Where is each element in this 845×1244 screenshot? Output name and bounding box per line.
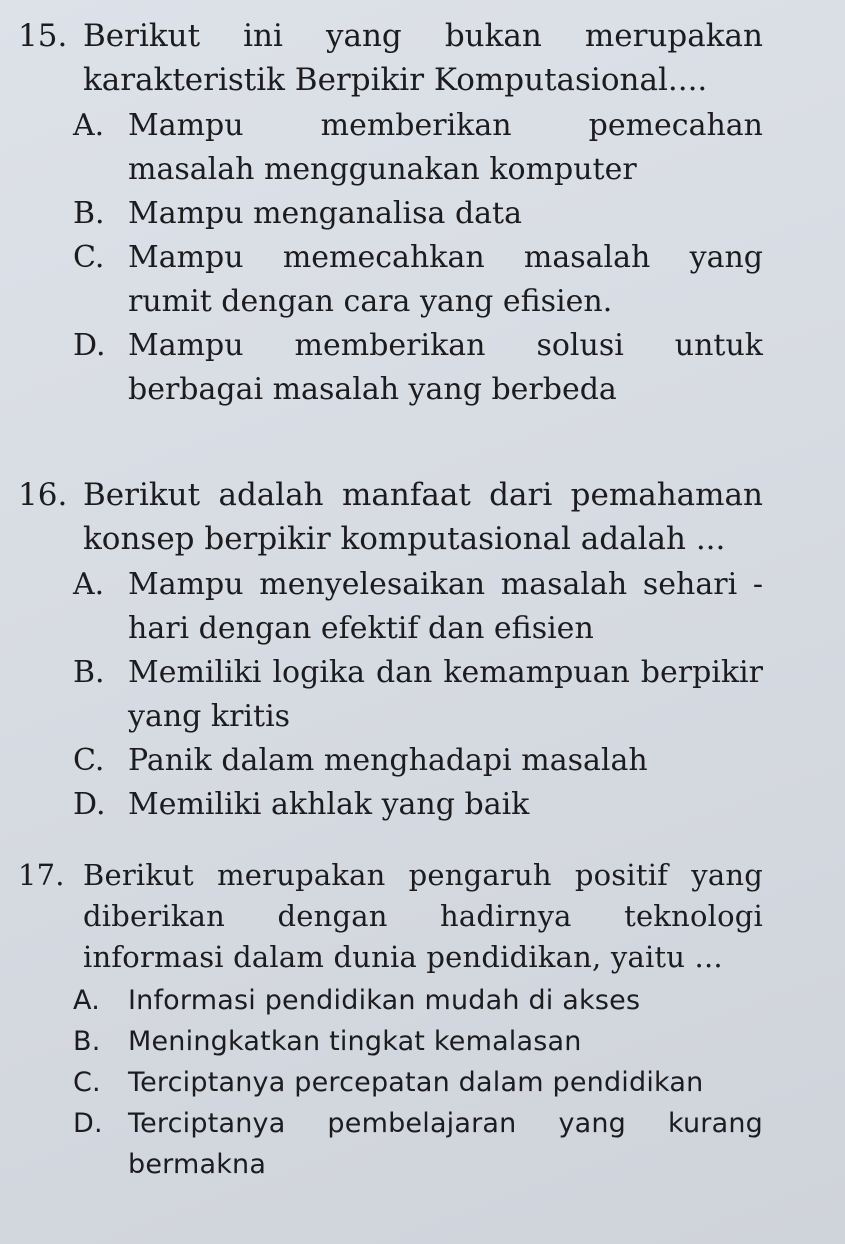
option-a[interactable] [18, 563, 763, 651]
question-16 [18, 473, 763, 827]
option-letter: C. [73, 743, 105, 778]
option-letter: A. [73, 567, 105, 602]
option-c[interactable] [18, 236, 763, 324]
option-text: Panik dalam menghadapi masalah [128, 743, 648, 778]
option-letter: B. [73, 655, 105, 690]
option-d[interactable] [18, 324, 763, 412]
question-text: Berikut adalah manfaat dari pemahaman konsep berpikir komputasional adalah ... [83, 477, 763, 557]
option-c[interactable] [18, 1062, 763, 1103]
option-text: Terciptanya percepatan dalam pendidikan [128, 1067, 704, 1098]
question-stem [18, 473, 763, 561]
question-text: Berikut merupakan pengaruh positif yang diberikan dengan hadirnya teknologi informasi dalam dunia pendidikan, yaitu ... [83, 858, 763, 974]
option-letter: C. [73, 1067, 101, 1098]
question-number: 17. [18, 858, 65, 892]
question-17 [18, 855, 763, 1185]
option-text: Memiliki akhlak yang baik [128, 787, 530, 822]
option-letter: B. [73, 1026, 101, 1057]
option-text: Mampu menganalisa data [128, 196, 522, 231]
option-letter: A. [73, 985, 100, 1016]
option-b[interactable] [18, 651, 763, 739]
option-list [18, 980, 763, 1185]
option-list [18, 563, 763, 827]
option-d[interactable] [18, 1103, 763, 1185]
option-a[interactable] [18, 104, 763, 192]
question-number: 15. [18, 18, 68, 54]
option-text: Mampu menyelesaikan masalah sehari - hari dengan efektif dan efisien [128, 567, 763, 646]
option-b[interactable] [18, 192, 763, 236]
option-letter: D. [73, 787, 106, 822]
question-stem [18, 855, 763, 978]
option-letter: B. [73, 196, 105, 231]
option-c[interactable] [18, 739, 763, 783]
question-15 [18, 14, 763, 412]
option-text: Informasi pendidikan mudah di akses [128, 985, 641, 1016]
option-list [18, 104, 763, 412]
option-text: Mampu memecahkan masalah yang rumit dengan cara yang efisien. [128, 240, 763, 319]
option-d[interactable] [18, 783, 763, 827]
option-text: Meningkatkan tingkat kemalasan [128, 1026, 582, 1057]
option-text: Mampu memberikan pemecahan masalah menggunakan komputer [128, 108, 763, 187]
option-letter: C. [73, 240, 105, 275]
option-a[interactable] [18, 980, 763, 1021]
question-stem [18, 14, 763, 102]
option-text: Memiliki logika dan kemampuan berpikir yang kritis [128, 655, 763, 734]
question-text: Berikut ini yang bukan merupakan karakteristik Berpikir Komputasional.... [83, 18, 763, 98]
option-letter: D. [73, 1108, 103, 1139]
option-b[interactable] [18, 1021, 763, 1062]
option-text: Terciptanya pembelajaran yang kurang bermakna [128, 1108, 763, 1180]
option-text: Mampu memberikan solusi untuk berbagai masalah yang berbeda [128, 328, 763, 407]
question-number: 16. [18, 477, 68, 513]
option-letter: D. [73, 328, 106, 363]
option-letter: A. [73, 108, 105, 143]
